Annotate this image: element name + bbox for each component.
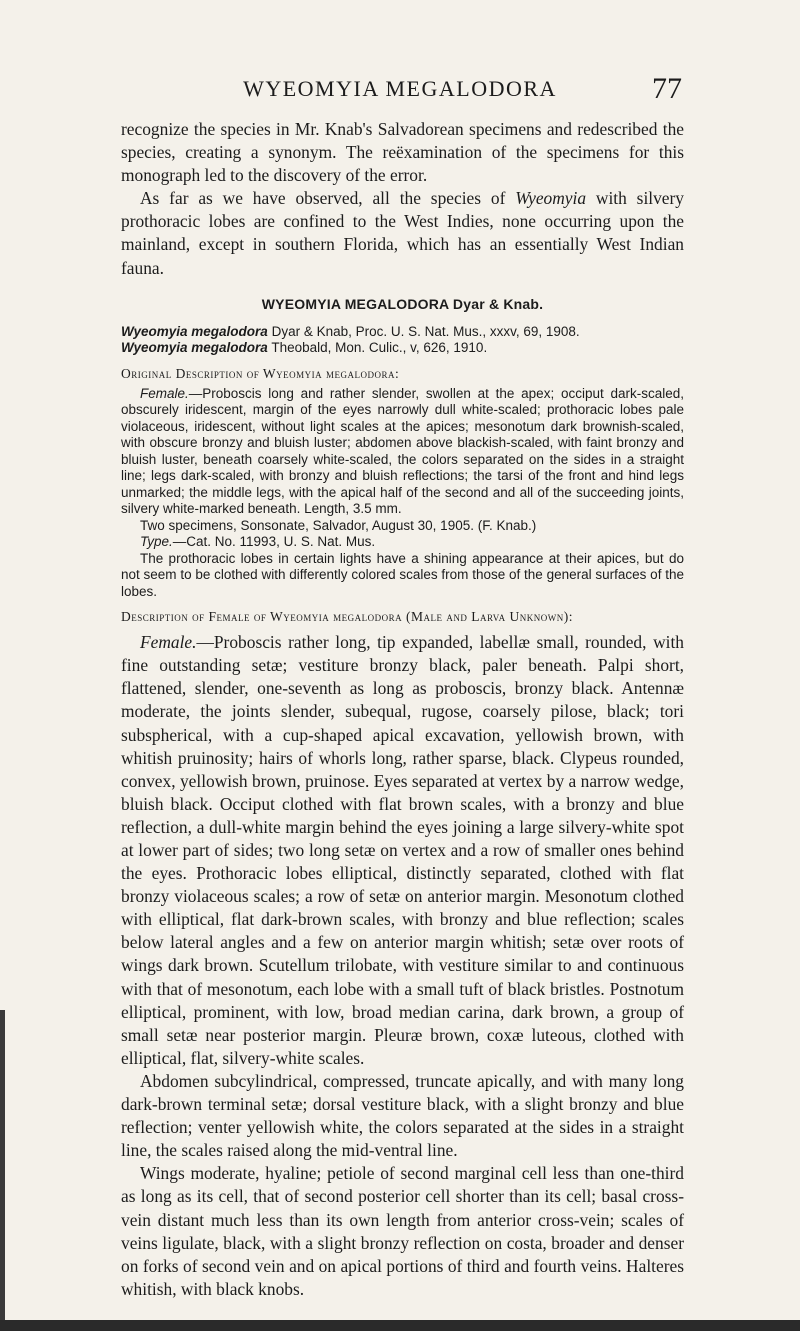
synonym-list xyxy=(121,324,684,357)
running-title: WYEOMYIA MEGALODORA xyxy=(243,76,557,101)
original-description-heading: Original Description of Wyeomyia megalodora: xyxy=(121,365,400,381)
species-heading: WYEOMYIA MEGALODORA Dyar & Knab. xyxy=(261,295,544,312)
abdomen-paragraph: Abdomen subcylindrical, compressed, truncate apically, and with many long dark-brown terminal setæ; dorsal vestiture black, with a slight bronzy and blue reflection; venter yellowish white, the colors separated at the sides in a straight line, the scales raised along the mid-ventral line. xyxy=(121,1070,684,1161)
scan-bottom-edge xyxy=(0,1320,800,1331)
intro-paragraph-2: As far as we have observed, all the species of Wyeomyia with silvery prothoracic lobes are confined to the West Indies, none occurring upon the mainland, except in southern Florida, which has an essentially West Indian fauna. xyxy=(121,188,685,278)
running-head xyxy=(0,72,800,106)
intro-paragraph-1: recognize the species in Mr. Knab's Salvadorean specimens and redescribed the species, creating a synonym. The reëxamination of the specimens for this monograph led to the discovery of the error. xyxy=(121,119,684,186)
synonym-entry: Wyeomyia megalodora Dyar & Knab, Proc. U. S. Nat. Mus., xxxv, 69, 1908. xyxy=(121,323,580,339)
description-heading: Description of Female of Wyeomyia megalodora (Male and Larva Unknown): xyxy=(121,609,573,625)
page-number: 77 xyxy=(652,72,682,105)
original-female-paragraph: Female.—Proboscis long and rather slender, swollen at the apex; occiput dark-scaled, obscurely iridescent, margin of the eyes narrowly dull white-scaled; prothoracic lobes pale violaceous, iridescent, without light scales at the apices; mesonotum dark brownish-scaled, with obscure bronzy and bluish luster; abdomen above blackish-scaled, with faint bronzy and bluish luster, beneath coarsely white-scaled, the colors separated on the sides in a straight line; legs dark-scaled, with bronzy and bluish reflections; the tarsi of the front and hind legs unmarked; the middle legs, with the apical half of the second and all of the succeeding joints, silvery white-marked beneath. Length, 3.5 mm. xyxy=(121,385,684,517)
body-text xyxy=(121,118,684,1301)
genus-name: Wyeomyia xyxy=(515,188,587,209)
scan-edge-bar xyxy=(0,1010,5,1320)
original-specimens: Two specimens, Sonsonate, Salvador, August 30, 1905. (F. Knab.) xyxy=(140,517,537,533)
original-type: Type.—Cat. No. 11993, U. S. Nat. Mus. xyxy=(140,534,376,550)
wings-paragraph: Wings moderate, hyaline; petiole of second marginal cell less than one-third as long as its cell, that of second posterior cell shorter than its cell; basal cross-vein distant much less than its own length from anterior cross-vein; scales of veins ligulate, black, with a slight bronzy reflection on costa, broader and denser on forks of second vein and on apical portions of third and fourth veins. Halteres whitish, with black knobs. xyxy=(121,1163,684,1299)
original-note: The prothoracic lobes in certain lights have a shining appearance at their apices, but do not seem to be clothed with differently colored scales from those of the general surfaces of the lobes. xyxy=(121,550,684,599)
synonym-entry: Wyeomyia megalodora Theobald, Mon. Culic., v, 626, 1910. xyxy=(121,340,488,356)
female-description-paragraph: Female.—Proboscis rather long, tip expanded, labellæ small, rounded, with fine outstanding setæ; vestiture bronzy black, paler beneath. Palpi short, flattened, slender, one-seventh as long as proboscis, bronzy black. Antennæ moderate, the joints slender, subequal, rugose, coarsely pilose, black; tori subspherical, with a cup-shaped apical excavation, yellowish brown, with whitish pruinosity; hairs of whorls long, rather sparse, black. Clypeus rounded, convex, yellowish brown, pruinose. Eyes separated at vertex by a narrow wedge, bluish black. Occiput clothed with flat brown scales, with a bronzy and blue reflection, a dull-white margin behind the eyes joining a large silvery-white spot at lower part of sides; two long setæ on vertex and a row of smaller ones behind the eyes. Prothoracic lobes elliptical, distinctly separated, clothed with flat bronzy violaceous scales; a row of setæ on anterior margin. Mesonotum clothed with elliptical, flat dark-brown scales, with bronzy and blue reflection; scales below lateral angles and a few on anterior margin whitish; setæ over roots of wings dark brown. Scutellum trilobate, with vestiture similar to and continuous with that of mesonotum, each lobe with a small tuft of black bristles. Postnotum elliptical, prominent, with low, broad median carina, dark brown, a group of small setæ near posterior margin. Pleuræ brown, coxæ luteous, clothed with elliptical, flat, silvery-white scales. xyxy=(121,632,684,1068)
